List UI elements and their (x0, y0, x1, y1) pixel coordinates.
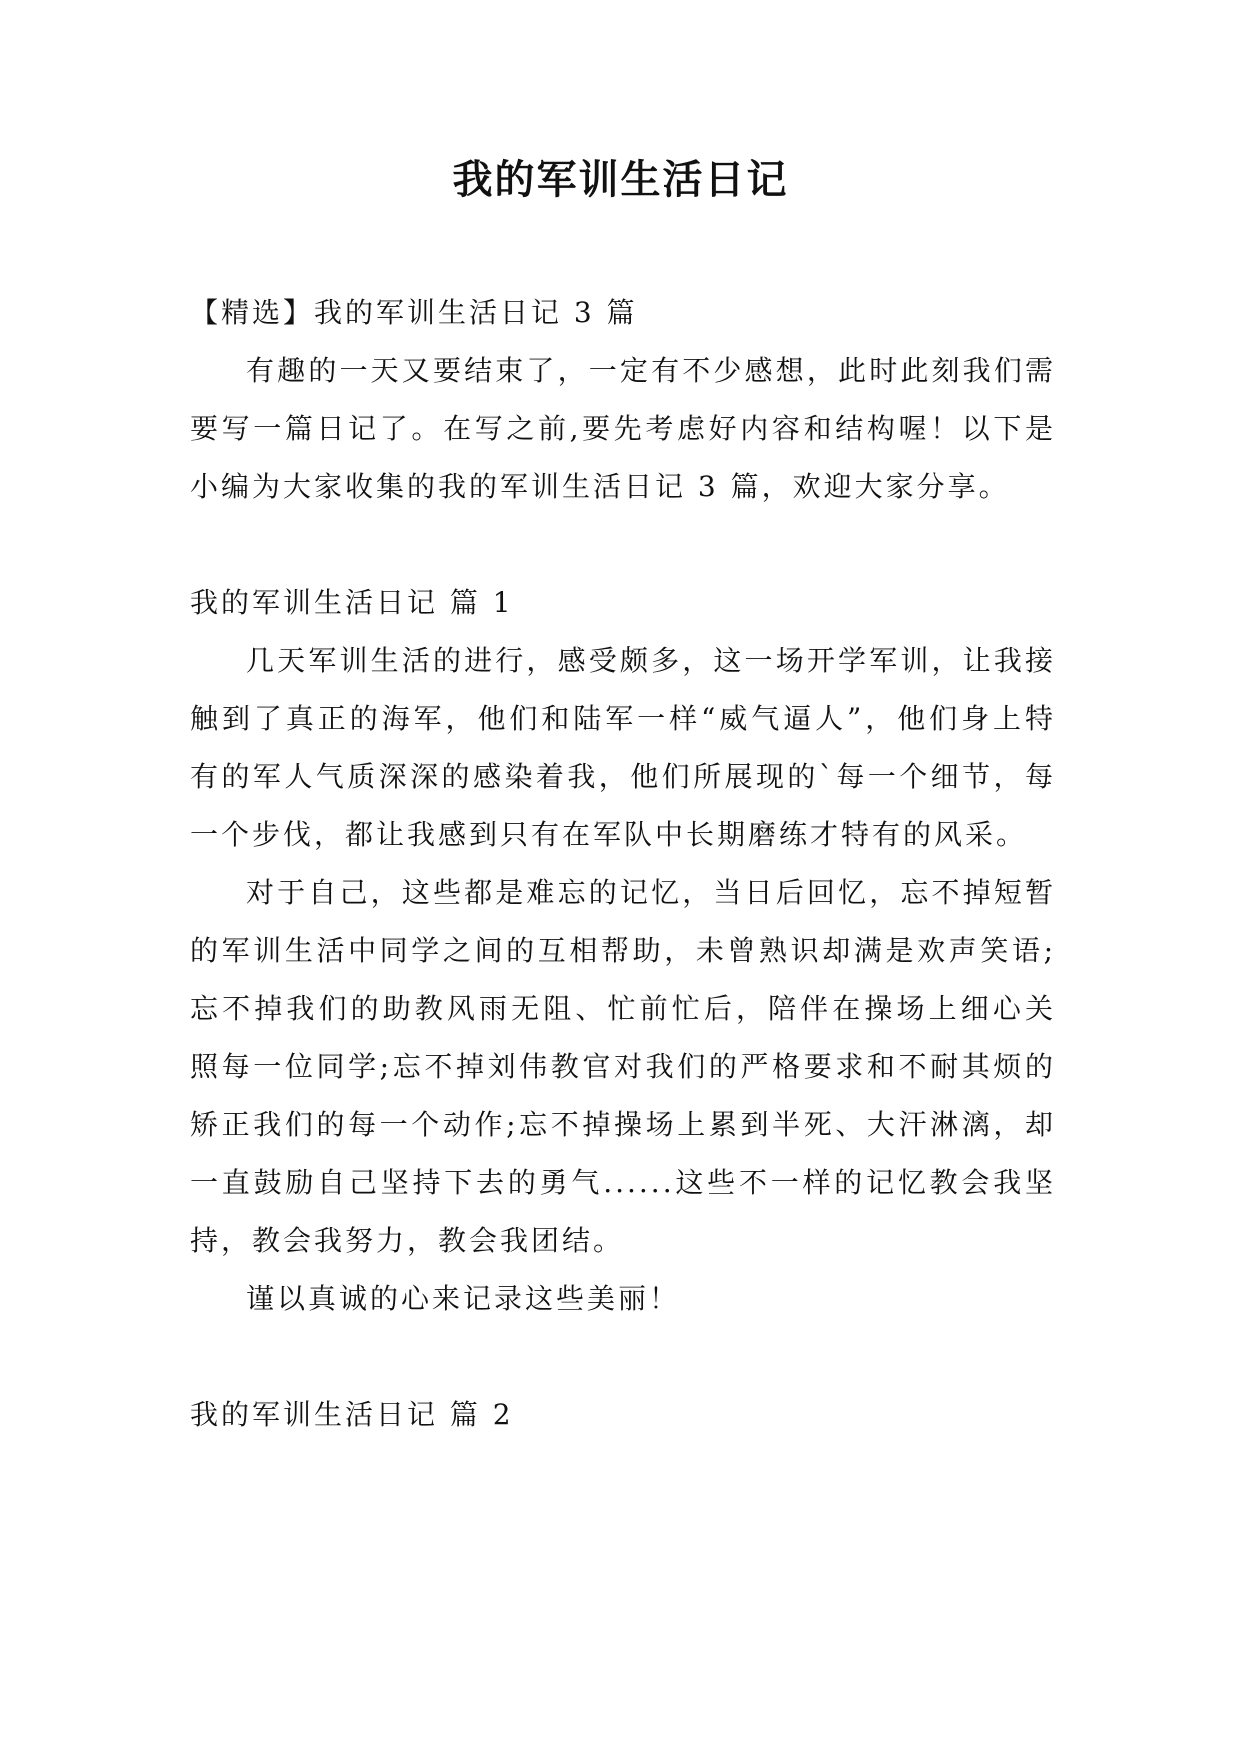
section-heading-2: 我的军训生活日记 篇 2 (190, 1398, 514, 1431)
paragraph-1: 几天军训生活的进行，感受颇多，这一场开学军训，让我接触到了真正的海军，他们和陆军一样“威气逼人”，他们身上特有的军人气质深深的感染着我，他们所展现的`每一个细节，每一个步伐，都让我感到只有在军队中长期磨练才特有的风采。 (190, 644, 1056, 851)
document-body (190, 284, 1056, 1444)
paragraph-2: 对于自己，这些都是难忘的记忆，当日后回忆，忘不掉短暂的军训生活中同学之间的互相帮助，未曾熟识却满是欢声笑语;忘不掉我们的助教风雨无阻、忙前忙后，陪伴在操场上细心关照每一位同学;忘不掉刘伟教官对我们的严格要求和不耐其烦的矫正我们的每一个动作;忘不掉操场上累到半死、大汗淋漓，却一直鼓励自己坚持下去的勇气......这些不一样的记忆教会我坚持，教会我努力，教会我团结。 (190, 876, 1056, 1257)
paragraph-3: 谨以真诚的心来记录这些美丽！ (246, 1282, 681, 1315)
collection-subtitle: 【精选】我的军训生活日记 3 篇 (190, 296, 638, 329)
document-title: 我的军训生活日记 (452, 156, 789, 203)
section-spacer (190, 1328, 1056, 1386)
section-spacer (190, 516, 1056, 574)
intro-paragraph: 有趣的一天又要结束了，一定有不少感想，此时此刻我们需要写一篇日记了。在写之前,要先考虑好内容和结构喔！以下是小编为大家收集的我的军训生活日记 3 篇，欢迎大家分享。 (190, 354, 1056, 503)
section-heading-1: 我的军训生活日记 篇 1 (190, 586, 514, 619)
